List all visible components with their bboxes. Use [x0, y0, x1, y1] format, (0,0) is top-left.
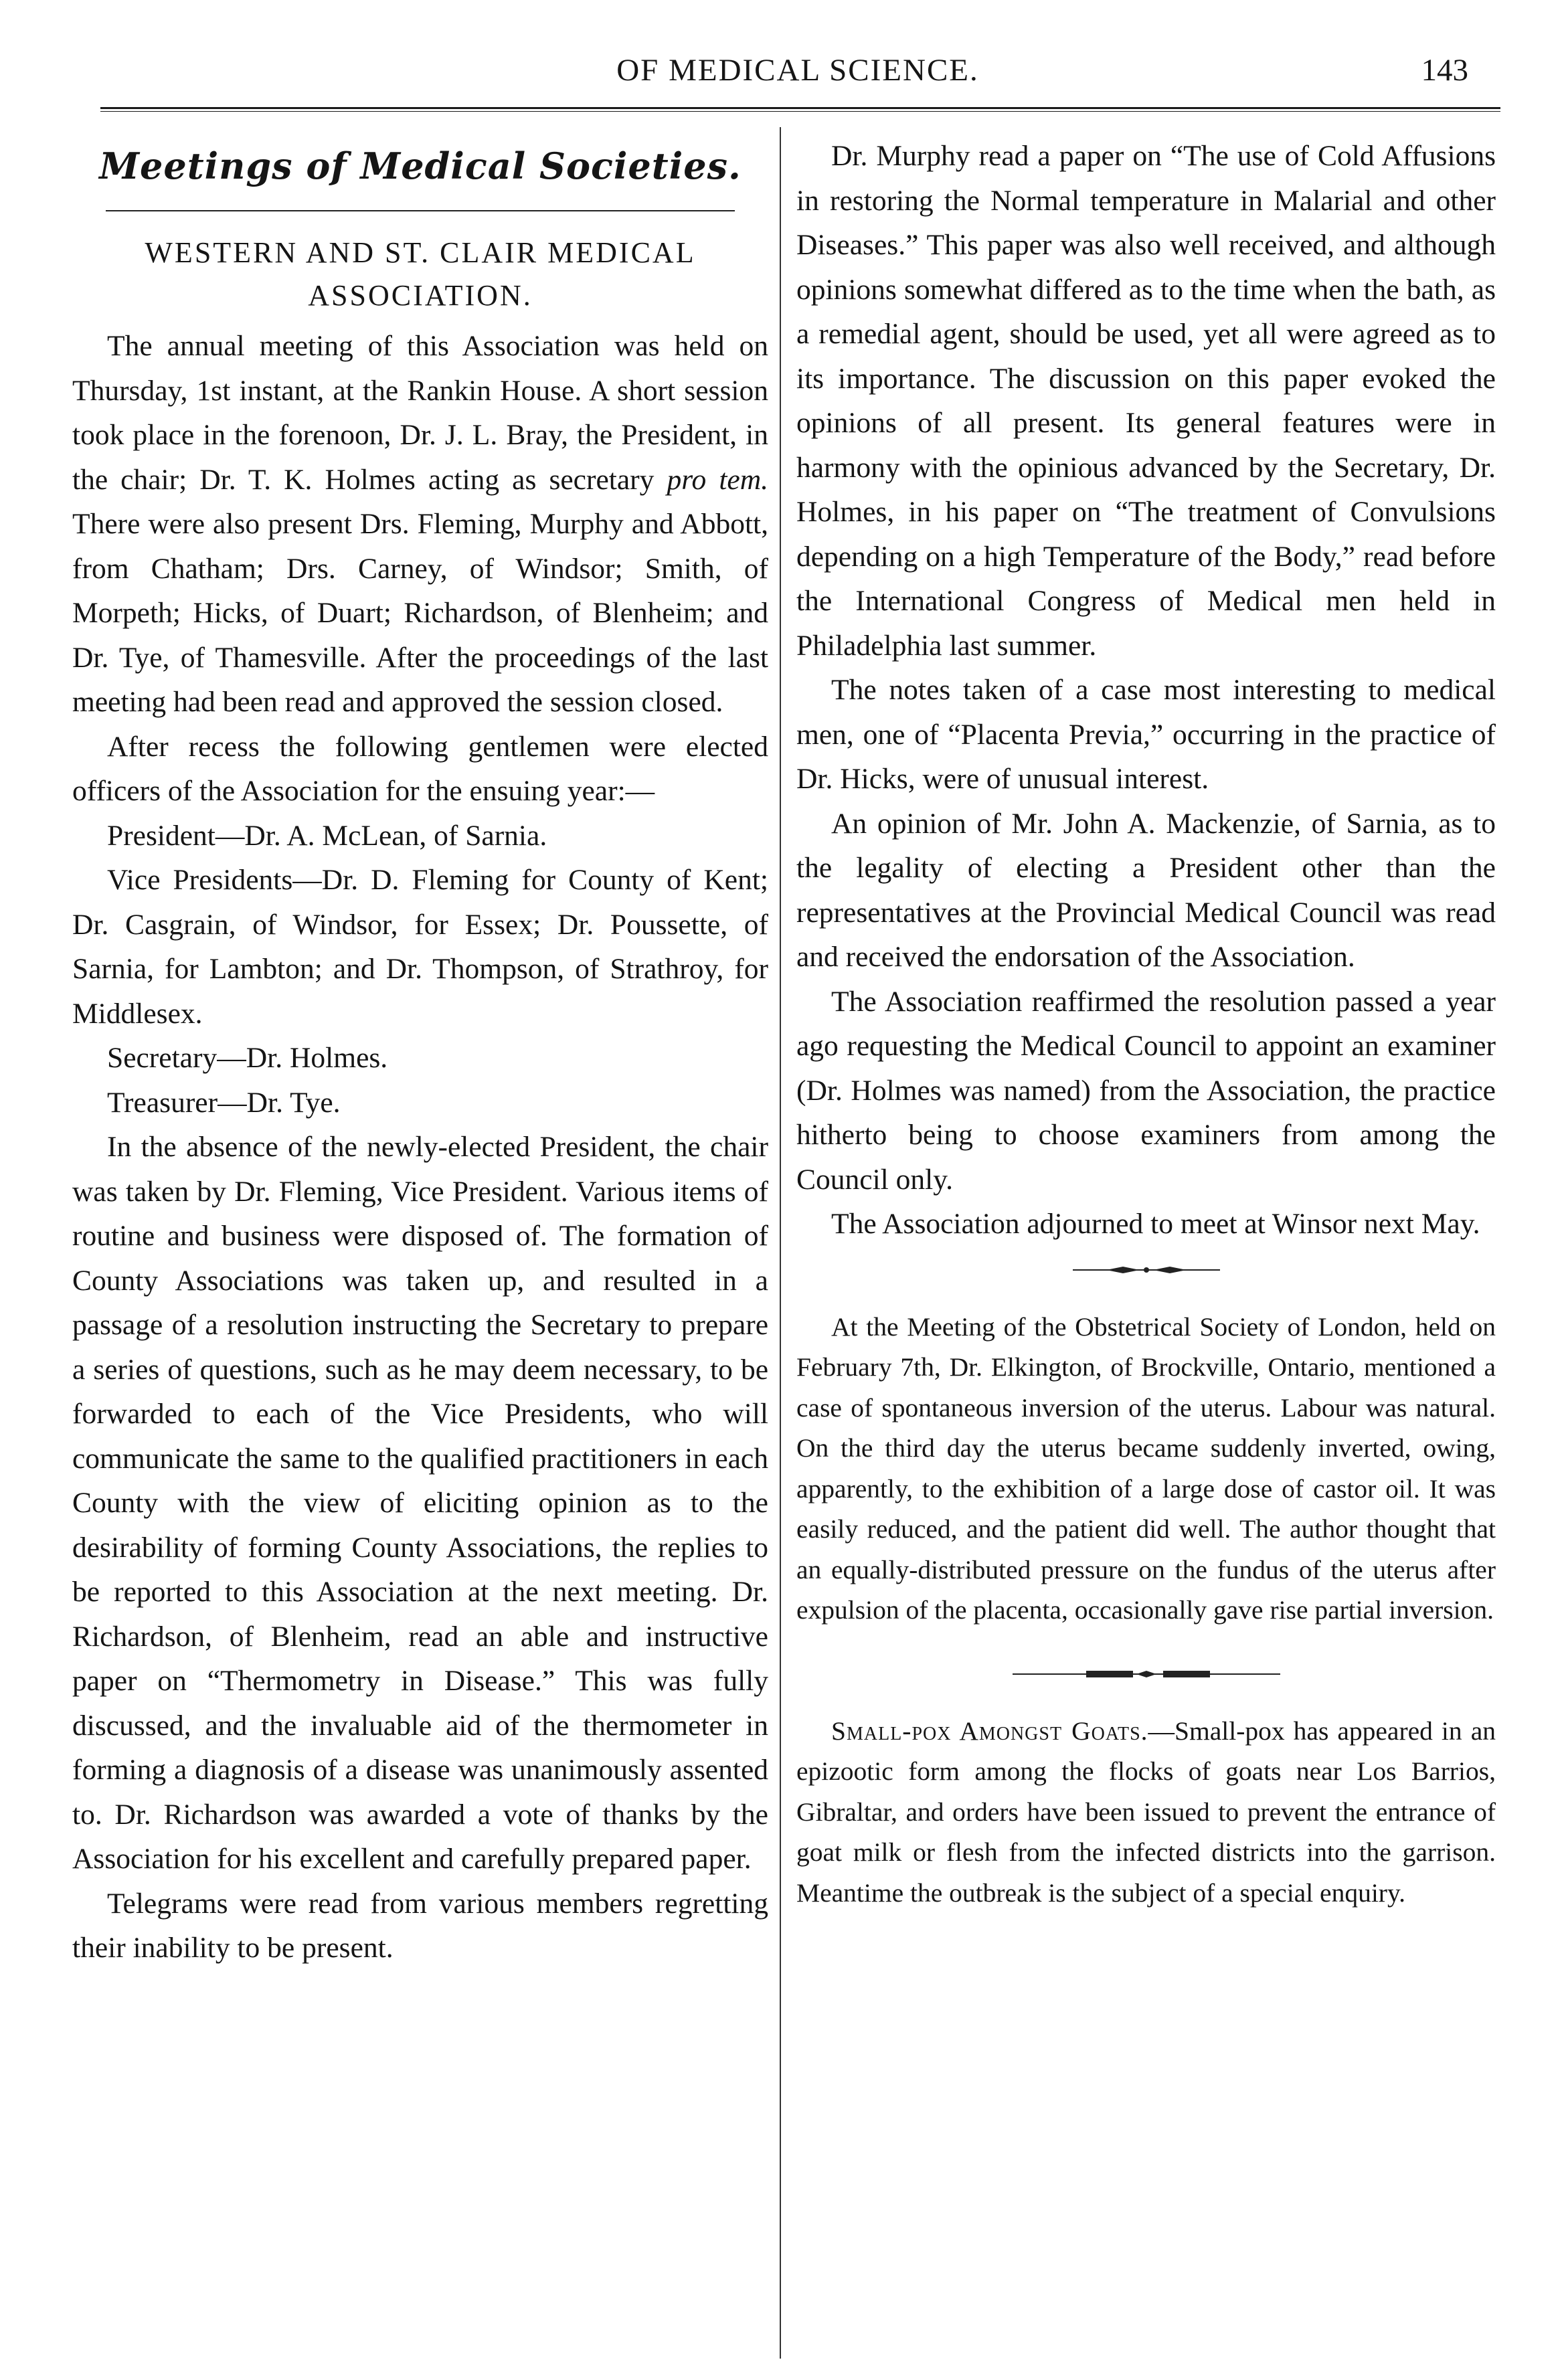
pro-tem-italic: pro tem. — [667, 463, 769, 496]
ornament-divider-1 — [796, 1260, 1496, 1287]
paragraph-annual-meeting — [72, 324, 768, 725]
ornament-rule-icon — [1059, 1260, 1233, 1280]
section-heading: Meetings of Medical Societies. — [99, 145, 742, 187]
right-column — [796, 134, 1496, 1913]
article-title: WESTERN AND ST. CLAIR MEDICAL ASSOCIATION. — [145, 236, 696, 312]
smallpox-title: Small-pox Amongst Goats. — [831, 1716, 1148, 1746]
paragraph-mackenzie: An opinion of Mr. John A. Mackenzie, of Sarnia, as to the legality of electing a President other than the representatives at the Provincial Medical Council was read and received the endorsation of the Association. — [796, 807, 1496, 973]
running-title: OF MEDICAL SCIENCE. — [616, 53, 979, 88]
ornament-rule-icon — [1006, 1664, 1287, 1684]
column-divider — [780, 127, 781, 2359]
paragraph-telegrams: Telegrams were read from various members regretting their inability to be present. — [72, 1887, 768, 1964]
section-heading-rule — [106, 210, 735, 211]
paragraph-recess: After recess the following gentlemen were elected officers of the Association for the ensuing year:— — [72, 730, 768, 807]
header-rule — [100, 107, 1500, 109]
paragraph-absence: In the absence of the newly-elected President, the chair was taken by Dr. Fleming, Vice President. Various items of routine and business were disposed of. The formation of County Associations was taken up, and resulted in a passage of a resolution instructing the Secretary to prepare a series of questions, such as he may deem necessary, to be forwarded to each of the Vice Presidents, who will communicate the same to the qualified practitioners in each County with the view of eliciting opinion as to the desirability of forming County Associations, the replies to be reported to this Association at the next meeting. Dr. Richardson, of Blenheim, read an able and instructive paper on “Thermometry in Disease.” This was fully discussed, and the invaluable aid of the thermometer in forming a diagnosis of a disease was unanimously assented to. Dr. Richardson was awarded a vote of thanks by the Association for his excellent and carefully prepared paper. — [72, 1131, 768, 1875]
running-head — [94, 40, 1502, 100]
paragraph-obstetrical: At the Meeting of the Obstetrical Society of London, held on February 7th, Dr. Elkington, of Brockville, Ontario, mentioned a case of spontaneous inversion of the uterus. Labour was natural. On the third day the uterus became suddenly inverted, owing, apparently, to the exhibition of a large dose of castor oil. It was easily reduced, and the patient did well. The author thought that an equally-distributed pressure on the fundus of the uterus after expulsion of the placenta, occasionally gave rise partial inversion. — [796, 1311, 1496, 1625]
paragraph-smallpox — [796, 1711, 1496, 1914]
page-number: 143 — [1421, 53, 1468, 88]
officer-secretary: Secretary—Dr. Holmes. — [107, 1042, 388, 1074]
officer-president: President—Dr. A. McLean, of Sarnia. — [107, 819, 547, 852]
officer-vice-presidents: Vice Presidents—Dr. D. Fleming for County of Kent; Dr. Casgrain, of Windsor, for Essex; Dr. Poussette, of Sarnia, for Lambton; and Dr. Thompson, of Strathroy, for Middlesex. — [72, 864, 768, 1030]
smallpox-body: —Small-pox has appeared in an epizootic form among the flocks of goats near Los Barrios, Gibraltar, and orders have been issued to prevent the entrance of goat milk or flesh from the infected districts into the garrison. Meantime the outbreak is the subject of a special enquiry. — [796, 1716, 1496, 1908]
paragraph-murphy: Dr. Murphy read a paper on “The use of Cold Affusions in restoring the Normal temperature in Malarial and other Diseases.” This paper was also well received, and although opinions somewhat differed as to the time when the bath, as a remedial agent, should be used, yet all were agreed as to its importance. The discussion on this paper evoked the opinions of all present. Its general features were in harmony with the opinious advanced by the Secretary, Dr. Holmes, in his paper on “The treatment of Convulsions depending on a high Temperature of the Body,” read before the International Congress of Medical men held in Philadelphia last summer. — [796, 140, 1496, 662]
paragraph-adjourned: The Association adjourned to meet at Winsor next May. — [831, 1208, 1480, 1240]
paragraph-annual-meeting-text: The annual meeting of this Association was held on Thursday, 1st instant, at the Rankin House. A short session took place in the forenoon, Dr. J. L. Bray, the President, in the chair; Dr. T. K. Holmes acting as secretary — [72, 330, 768, 496]
header-rule-thin — [100, 111, 1500, 112]
paragraph-placenta: The notes taken of a case most interesting to medical men, one of “Placenta Previa,” occurring in the practice of Dr. Hicks, were of unusual interest. — [796, 674, 1496, 795]
officer-treasurer: Treasurer—Dr. Tye. — [107, 1086, 341, 1119]
ornament-divider-2 — [796, 1664, 1496, 1691]
paragraph-resolution: The Association reaffirmed the resolution passed a year ago requesting the Medical Council to appoint an examiner (Dr. Holmes was named) from the Association, the practice hitherto being to choose examiners from among the Council only. — [796, 985, 1496, 1196]
paragraph-annual-meeting-rest: There were also present Drs. Fleming, Murphy and Abbott, from Chatham; Drs. Carney, of Windsor; Smith, of Morpeth; Hicks, of Duart; Richardson, of Blenheim; and Dr. Tye, of Thamesville. After the proceedings of the last meeting had been read and approved the session closed. — [72, 508, 768, 718]
left-column — [72, 134, 768, 1971]
